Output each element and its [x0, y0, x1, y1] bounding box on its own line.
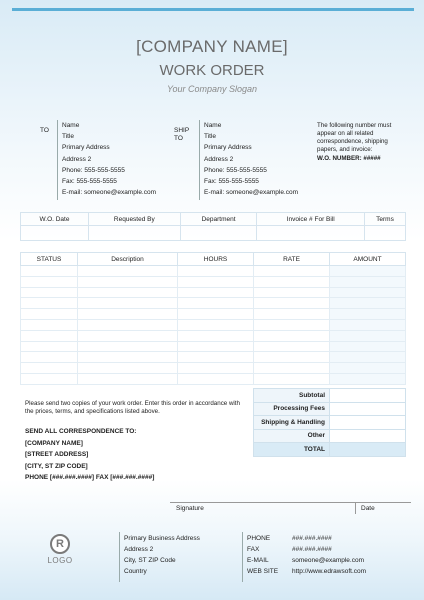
footer-address-line: Primary Business Address — [124, 535, 200, 542]
footer-label: WEB SITE — [247, 568, 279, 575]
invoice-cell[interactable] — [257, 226, 365, 241]
rate-cell[interactable] — [254, 352, 330, 363]
amount-cell[interactable] — [330, 352, 406, 363]
document-title: WORK ORDER — [159, 62, 265, 79]
footer-fax: ###.###.#### — [292, 546, 332, 553]
description-cell[interactable] — [78, 373, 178, 384]
footer-phone: ###.###.#### — [292, 535, 332, 542]
footer-address-line: City, ST ZIP Code — [124, 557, 176, 564]
to-line: Name — [62, 122, 80, 129]
department-cell[interactable] — [180, 226, 257, 241]
description-cell[interactable] — [78, 298, 178, 309]
correspondence-line: [COMPANY NAME] — [25, 439, 83, 447]
hours-cell[interactable] — [178, 309, 254, 320]
rate-cell[interactable] — [254, 309, 330, 320]
rate-cell[interactable] — [254, 319, 330, 330]
to-line: Title — [62, 133, 75, 141]
company-slogan: Your Company Slogan — [166, 84, 258, 94]
hours-cell[interactable] — [178, 363, 254, 374]
amount-cell[interactable] — [330, 319, 406, 330]
company-name: [COMPANY NAME] — [136, 37, 288, 56]
subtotal-label: Subtotal — [254, 389, 330, 403]
hours-cell[interactable] — [178, 341, 254, 352]
amount-cell[interactable] — [330, 373, 406, 384]
terms-cell[interactable] — [364, 226, 405, 241]
to-line: Fax: 555-555-5555 — [62, 178, 117, 186]
table-row — [21, 373, 406, 384]
wo-date-cell[interactable] — [21, 226, 89, 241]
col-terms: Terms — [364, 213, 405, 226]
footer-email[interactable]: someone@example.com — [292, 557, 364, 564]
rate-cell[interactable] — [254, 373, 330, 384]
hours-cell[interactable] — [178, 352, 254, 363]
total-value[interactable] — [330, 443, 406, 457]
description-cell[interactable] — [78, 330, 178, 341]
status-cell[interactable] — [21, 276, 78, 287]
table-row — [21, 341, 406, 352]
ship-to-label — [174, 127, 189, 143]
ship-line: E-mail: someone@example.com — [204, 189, 299, 197]
footer-website[interactable]: http://www.edrawsoft.com — [292, 568, 367, 575]
to-line: Phone: 555-555-5555 — [62, 166, 125, 174]
order-note: Please send two copies of your work order. Enter this order in accordance with the prices, terms, and specifications listed above. — [25, 400, 240, 416]
other-label: Other — [254, 429, 330, 443]
amount-cell[interactable] — [330, 363, 406, 374]
status-cell[interactable] — [21, 287, 78, 298]
hours-cell[interactable] — [178, 287, 254, 298]
signature-divider — [355, 502, 356, 514]
totals-table — [253, 388, 406, 457]
col-department: Department — [180, 213, 257, 226]
ship-label-line: SHIP — [174, 127, 190, 134]
order-info-table — [20, 212, 406, 241]
notice-text: The following number must appear on all related correspondence, shipping papers, and invoice: — [317, 122, 392, 153]
col-rate: RATE — [254, 253, 330, 266]
rate-cell[interactable] — [254, 298, 330, 309]
table-row — [21, 309, 406, 320]
status-cell[interactable] — [21, 309, 78, 320]
to-line: Primary Address — [62, 144, 110, 152]
rate-cell[interactable] — [254, 341, 330, 352]
table-row — [21, 352, 406, 363]
status-cell[interactable] — [21, 266, 78, 277]
ship-line: Primary Address — [204, 144, 252, 152]
description-cell[interactable] — [78, 266, 178, 277]
col-hours: HOURS — [178, 253, 254, 266]
subtotal-value[interactable] — [330, 389, 406, 403]
total-label: TOTAL — [254, 443, 330, 457]
status-cell[interactable] — [21, 298, 78, 309]
ship-line: Address 2 — [204, 155, 234, 163]
amount-cell[interactable] — [330, 298, 406, 309]
hours-cell[interactable] — [178, 319, 254, 330]
date-label: Date — [361, 505, 375, 512]
to-label: TO — [40, 127, 49, 134]
rate-cell[interactable] — [254, 287, 330, 298]
amount-cell[interactable] — [330, 309, 406, 320]
ship-line: Phone: 555-555-5555 — [204, 166, 267, 174]
shipping-label: Shipping & Handling — [254, 416, 330, 430]
footer-contact-values — [292, 533, 366, 577]
hours-cell[interactable] — [178, 373, 254, 384]
correspondence-heading: SEND ALL CORRESPONDENCE TO: — [25, 428, 137, 435]
rate-cell[interactable] — [254, 276, 330, 287]
other-value[interactable] — [330, 429, 406, 443]
table-row — [21, 363, 406, 374]
hours-cell[interactable] — [178, 276, 254, 287]
signature-line — [170, 502, 411, 503]
correspondence-line: [STREET ADDRESS] — [25, 451, 89, 459]
col-amount: AMOUNT — [330, 253, 406, 266]
top-accent-bar — [12, 8, 414, 11]
ship-label-line: TO — [174, 135, 183, 142]
footer-contact-labels — [247, 533, 278, 577]
correspondence-line: PHONE [###.###.####] FAX [###.###.####] — [25, 474, 155, 482]
footer-address — [124, 533, 200, 577]
ship-line: Title — [204, 133, 217, 141]
amount-cell[interactable] — [330, 287, 406, 298]
status-cell[interactable] — [21, 341, 78, 352]
amount-cell[interactable] — [330, 266, 406, 277]
amount-cell[interactable] — [330, 276, 406, 287]
footer-label: E-MAIL — [247, 557, 269, 564]
col-description: Description — [78, 253, 178, 266]
description-cell[interactable] — [78, 309, 178, 320]
rate-cell[interactable] — [254, 330, 330, 341]
table-row — [21, 276, 406, 287]
status-cell[interactable] — [21, 373, 78, 384]
processing-fees-label: Processing Fees — [254, 402, 330, 416]
description-cell[interactable] — [78, 276, 178, 287]
rate-cell[interactable] — [254, 266, 330, 277]
footer-label: PHONE — [247, 535, 271, 542]
footer-divider — [119, 532, 120, 582]
to-line: Address 2 — [62, 155, 92, 163]
description-cell[interactable] — [78, 363, 178, 374]
amount-cell[interactable] — [330, 330, 406, 341]
col-status: STATUS — [21, 253, 78, 266]
wo-number: W.O. NUMBER: ##### — [317, 155, 381, 162]
footer-address-line: Country — [124, 568, 147, 575]
correspondence-block — [25, 426, 154, 484]
to-line: E-mail: someone@example.com — [62, 189, 157, 197]
hours-cell[interactable] — [178, 298, 254, 309]
correspondence-line: [CITY, ST ZIP CODE] — [25, 462, 88, 470]
signature-label: Signature — [176, 505, 204, 512]
ship-line: Fax: 555-555-5555 — [204, 178, 259, 186]
requested-by-cell[interactable] — [88, 226, 180, 241]
status-cell[interactable] — [21, 363, 78, 374]
ship-address-block — [199, 120, 298, 200]
col-invoice: Invoice # For Bill — [257, 213, 365, 226]
status-cell[interactable] — [21, 319, 78, 330]
company-logo — [40, 534, 80, 578]
ship-line: Name — [204, 122, 222, 129]
footer-label: FAX — [247, 546, 260, 553]
line-items-table — [20, 252, 406, 385]
shipping-value[interactable] — [330, 416, 406, 430]
col-requested-by: Requested By — [88, 213, 180, 226]
table-row — [21, 287, 406, 298]
footer-address-line: Address 2 — [124, 546, 154, 553]
status-cell[interactable] — [21, 352, 78, 363]
status-cell[interactable] — [21, 330, 78, 341]
wo-number-notice — [317, 122, 399, 163]
processing-fees-value[interactable] — [330, 402, 406, 416]
amount-cell[interactable] — [330, 341, 406, 352]
col-wo-date: W.O. Date — [21, 213, 89, 226]
hours-cell[interactable] — [178, 266, 254, 277]
footer-divider — [242, 532, 243, 582]
rate-cell[interactable] — [254, 363, 330, 374]
table-row — [21, 319, 406, 330]
description-cell[interactable] — [78, 319, 178, 330]
description-cell[interactable] — [78, 341, 178, 352]
table-row — [21, 330, 406, 341]
logo-text: LOGO — [47, 556, 73, 565]
table-row — [21, 298, 406, 309]
hours-cell[interactable] — [178, 330, 254, 341]
to-address-block — [57, 120, 156, 200]
table-row — [21, 266, 406, 277]
description-cell[interactable] — [78, 287, 178, 298]
description-cell[interactable] — [78, 352, 178, 363]
registered-icon: R — [50, 534, 70, 554]
